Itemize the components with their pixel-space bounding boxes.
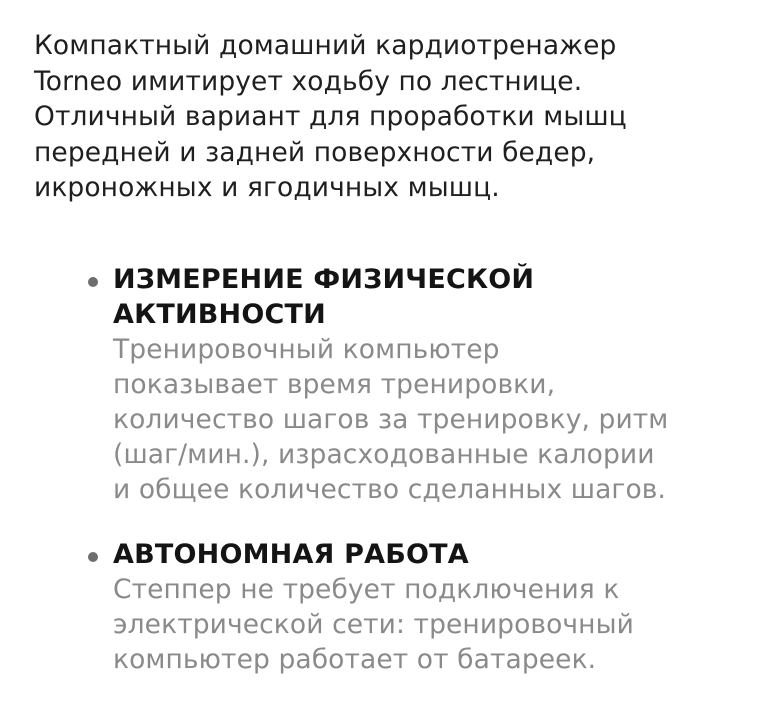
feature-title (113, 537, 765, 572)
feature-description-line: показывает время тренировки, (113, 369, 556, 400)
intro-line: Torneo имитирует ходьбу по лестнице. (34, 65, 583, 97)
feature-title-line: ИЗМЕРЕНИЕ ФИЗИЧЕСКОЙ (113, 264, 535, 295)
feature-description-line: Степпер не требует подключения к (113, 574, 620, 605)
feature-item-activity-tracking (0, 262, 765, 507)
feature-title-line: АКТИВНОСТИ (113, 299, 326, 330)
feature-title (113, 262, 765, 332)
feature-description-line: компьютер работает от батареек. (113, 644, 597, 675)
intro-paragraph (34, 28, 754, 206)
feature-description-line: электрической сети: тренировочный (113, 609, 634, 640)
intro-line: Отличный вариант для проработки мышц (34, 101, 627, 132)
bullet-dot-icon (88, 277, 98, 287)
feature-description-line: (шаг/мин.), израсходованные калории (113, 439, 655, 470)
intro-line: Компактный домашний кардиотренажер (34, 30, 617, 61)
intro-line: передней и задней поверхности бедер, (34, 136, 596, 168)
intro-line: икроножных и ягодичных мышц. (34, 172, 500, 203)
feature-list (0, 262, 765, 707)
bullet-dot-icon (88, 552, 98, 562)
feature-title-line: АВТОНОМНАЯ РАБОТА (113, 539, 469, 570)
feature-description-line: количество шагов за тренировку, ритм (113, 404, 669, 435)
feature-description (113, 332, 765, 507)
feature-description (113, 572, 765, 677)
feature-item-autonomous-operation (0, 537, 765, 677)
feature-description-line: Тренировочный компьютер (113, 334, 500, 365)
feature-description-line: и общее количество сделанных шагов. (113, 474, 667, 505)
